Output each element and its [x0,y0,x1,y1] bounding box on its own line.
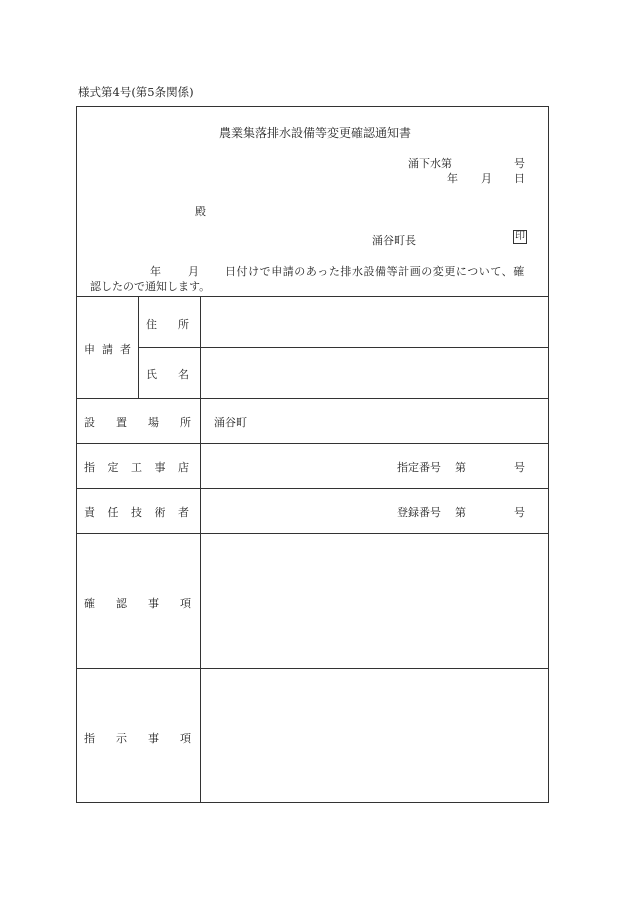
applicant-label [84,341,138,357]
contractor-number-label: 指定番号 [397,461,441,474]
contractor-number-suffix: 号 [514,461,525,474]
row-border [76,443,549,444]
date-month: 月 [481,172,492,185]
engineer-number-suffix: 号 [514,506,525,519]
date-day: 日 [514,172,525,185]
seal-mark: 印 [515,231,525,242]
address-label: 住所 [146,318,210,331]
instruction-items-label: 指示事項 [84,732,212,745]
applicant-column-border [138,296,139,398]
applicant-label-text: 申請者 [84,343,138,356]
body-line1: 日付けで申請のあった排水設備等計画の変更について、確 [225,265,525,278]
engineer-number-label: 登録番号 [397,506,441,519]
addressee-honorific: 殿 [195,205,206,218]
row-border [76,533,549,534]
contractor-label: 指定工事店 [84,461,202,474]
form-number-label: 様式第4号(第5条関係) [78,85,194,99]
name-label: 氏名 [146,368,210,381]
row-border [76,398,549,399]
table-top-border [76,296,549,297]
doc-number-prefix: 涌下水第 [408,157,452,170]
body-year: 年 [150,265,161,278]
form-frame [76,106,549,803]
engineer-label: 責任技術者 [84,506,202,519]
install-location-label: 設置場所 [84,416,212,429]
body-line2: 認したので通知します。 [90,280,211,293]
install-location-value: 涌谷町 [214,416,247,429]
contractor-number-prefix: 第 [455,461,466,474]
body-month: 月 [188,265,199,278]
row-border [76,668,549,669]
doc-number-suffix: 号 [514,157,525,170]
engineer-number-prefix: 第 [455,506,466,519]
row-border [76,488,549,489]
issuer-title: 涌谷町長 [372,234,416,247]
confirmation-items-label: 確認事項 [84,597,212,610]
date-year: 年 [447,172,458,185]
document-title: 農業集落排水設備等変更確認通知書 [218,126,411,140]
